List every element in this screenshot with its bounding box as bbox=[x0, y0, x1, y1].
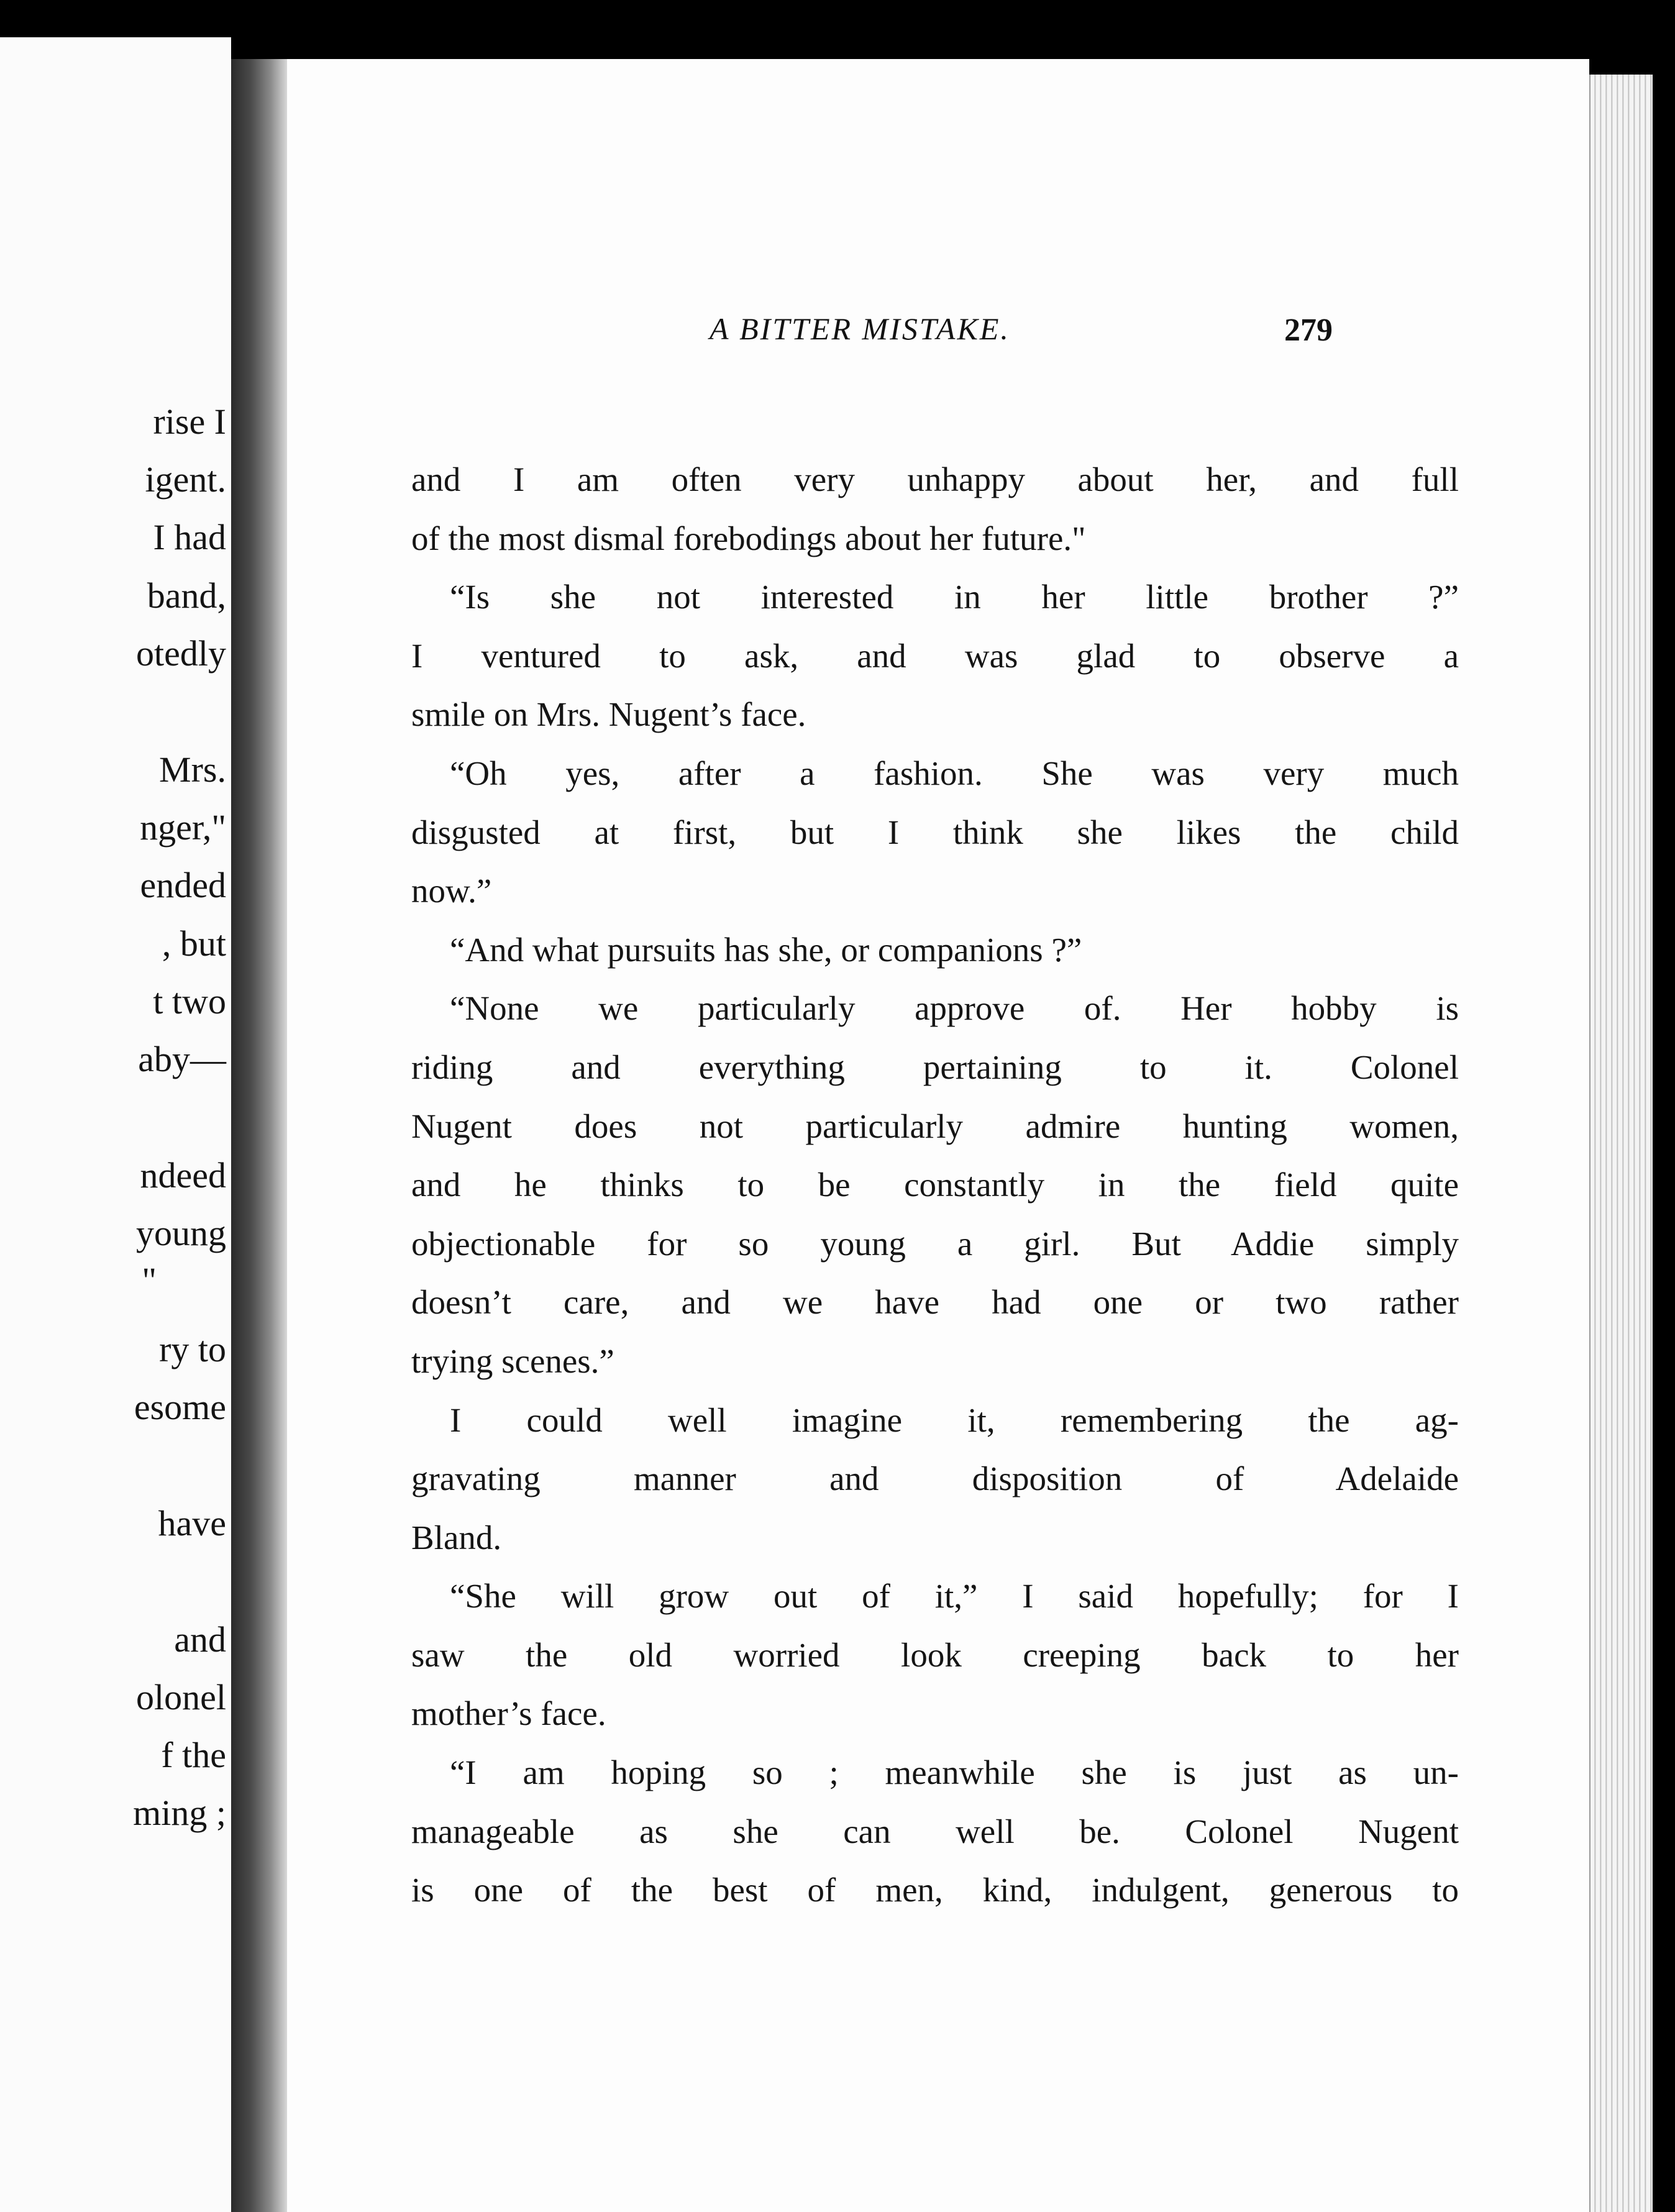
running-title: A BITTER MISTAKE. bbox=[710, 311, 1010, 346]
left-page-line: ndeed bbox=[140, 1155, 226, 1195]
text-line: smile on Mrs. Nugent’s face. bbox=[411, 695, 806, 734]
text-line: “Is she not interested in her little brother ?” bbox=[450, 578, 1459, 616]
page-edge-stack bbox=[1589, 75, 1653, 2212]
text-line: mother’s face. bbox=[411, 1694, 606, 1733]
text-line: I ventured to ask, and was glad to observe a bbox=[411, 636, 1459, 675]
text-line: I could well imagine it, remembering the ag- bbox=[450, 1401, 1459, 1439]
text-line: gravating manner and disposition of Adelaide bbox=[411, 1460, 1459, 1498]
left-page-line: , but bbox=[162, 923, 226, 964]
body-text bbox=[411, 450, 1459, 1920]
text-line: trying scenes.” bbox=[411, 1341, 614, 1380]
right-page bbox=[287, 59, 1589, 2212]
left-page-line: ming ; bbox=[133, 1793, 226, 1833]
left-page-line: ry to bbox=[159, 1329, 226, 1369]
left-page-line: young bbox=[136, 1213, 226, 1253]
text-line: of the most dismal forebodings about her future." bbox=[411, 519, 1086, 557]
text-line: manageable as she can well be. Colonel Nugent bbox=[411, 1812, 1459, 1850]
page-number: 279 bbox=[1284, 313, 1333, 348]
text-line: and I am often very unhappy about her, and full bbox=[411, 460, 1459, 498]
text-line: “Oh yes, after a fashion. She was very much bbox=[450, 754, 1459, 792]
left-page-line: esome bbox=[134, 1387, 226, 1427]
left-page-line: have bbox=[158, 1503, 226, 1543]
running-head bbox=[287, 311, 1589, 354]
text-line: objectionable for so young a girl. But Addie simply bbox=[411, 1224, 1459, 1263]
left-page-line: rise I bbox=[153, 401, 226, 442]
text-line: and he thinks to be constantly in the field quite bbox=[411, 1166, 1459, 1204]
left-page-line: igent. bbox=[145, 459, 226, 500]
text-line: “She will grow out of it,” I said hopefully; for I bbox=[450, 1577, 1459, 1616]
left-page-line: f the bbox=[161, 1735, 226, 1775]
left-page-line: " bbox=[142, 1260, 157, 1300]
left-page-line: otedly bbox=[136, 633, 226, 674]
left-page-line: nger," bbox=[140, 807, 226, 848]
page-gutter-shadow bbox=[231, 59, 287, 2212]
left-page-fragment bbox=[0, 37, 231, 2212]
text-line: “I am hoping so ; meanwhile she is just as un- bbox=[450, 1753, 1459, 1792]
text-line: Bland. bbox=[411, 1518, 502, 1556]
text-line: Nugent does not particularly admire hunting women, bbox=[411, 1107, 1459, 1145]
left-page-line: aby— bbox=[138, 1039, 226, 1079]
text-line: now.” bbox=[411, 872, 492, 910]
left-page-line: ended bbox=[140, 865, 226, 905]
text-line: doesn’t care, and we have had one or two rather bbox=[411, 1283, 1459, 1322]
text-line: saw the old worried look creeping back to her bbox=[411, 1635, 1459, 1674]
text-line: “None we particularly approve of. Her hobby is bbox=[450, 989, 1459, 1028]
text-line: riding and everything pertaining to it. Colonel bbox=[411, 1048, 1459, 1086]
text-line: disgusted at first, but I think she likes the child bbox=[411, 813, 1459, 851]
left-page-line: band, bbox=[147, 575, 226, 616]
left-page-line: and bbox=[174, 1619, 226, 1660]
text-line: is one of the best of men, kind, indulgent, generous to bbox=[411, 1871, 1459, 1909]
left-page-line: Mrs. bbox=[159, 749, 226, 790]
left-page-line: olonel bbox=[136, 1677, 226, 1717]
left-page-line: t two bbox=[153, 981, 226, 1021]
left-page-line: I had bbox=[153, 517, 226, 557]
text-line: “And what pursuits has she, or companions ?” bbox=[450, 930, 1082, 969]
